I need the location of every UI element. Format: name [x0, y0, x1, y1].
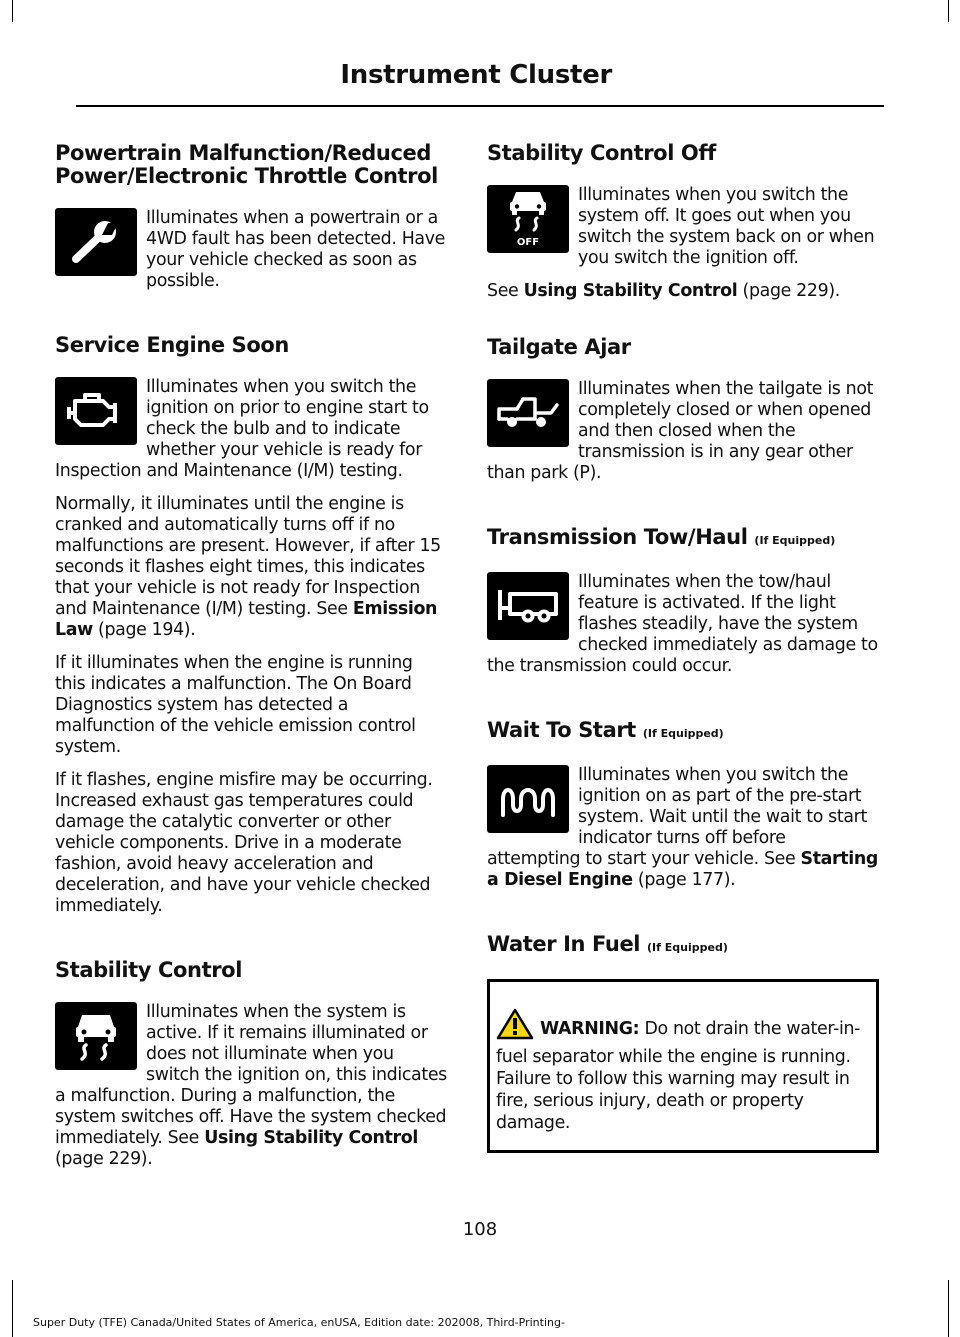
crop-mark: [948, 0, 949, 22]
page-title: Instrument Cluster: [340, 60, 612, 90]
section-wait-to-start: [487, 719, 879, 903]
section-text: [487, 281, 879, 302]
section-heading: Stability Control: [55, 958, 243, 982]
stability-control-off-icon: [487, 185, 569, 253]
heading-text: Water In Fuel: [487, 932, 641, 956]
section-tailgate-ajar: [487, 336, 879, 496]
section-text: [55, 494, 447, 641]
using-stability-control-link[interactable]: Using Stability Control: [204, 1128, 418, 1148]
section-tow-haul: [487, 526, 879, 689]
warning-triangle-icon: [496, 1008, 534, 1046]
text-span: (page 177).: [632, 870, 736, 890]
text-span: Do not drain the water-in-fuel separator while the engine is running. Failure to follow this warning may result in fire, serious injury, death or property damage.: [496, 1019, 861, 1133]
left-column: [55, 142, 447, 1212]
warning-box: [487, 979, 879, 1153]
section-text: Illuminates when the tailgate is not completely closed or when opened and then closed when the transmission is in any gear other than park (P).: [487, 379, 874, 483]
section-heading: [487, 526, 879, 552]
section-heading: Tailgate Ajar: [487, 335, 631, 359]
text-span: Normally, it illuminates until the engine is cranked and automatically turns off if no malfunctions are present. However, if after 15 seconds it flashes eight times, this indicates that your vehicle is not ready for Inspection and Maintenance (I/M) testing. See: [55, 494, 441, 619]
warning-text: [496, 1008, 870, 1134]
section-powertrain: [55, 142, 447, 304]
section-text: If it illuminates when the engine is running this indicates a malfunction. The On Board Diagnostics system has detected a malfunction of the vehicle emission control system.: [55, 653, 416, 757]
if-equipped-label: (If Equipped): [754, 534, 836, 547]
section-text: Illuminates when a powertrain or a 4WD fault has been detected. Have your vehicle checked as soon as possible.: [146, 208, 446, 291]
emission-law-link[interactable]: Emission Law: [55, 599, 438, 640]
section-service-engine: [55, 334, 447, 929]
crop-mark: [12, 1280, 13, 1337]
text-span: Illuminates when the system is active. If it remains illuminated or does not illuminate when you switch the ignition on, this indicates a malfunction. During a malfunction, the system switches off. Have the system checked immediately. See: [55, 1002, 447, 1148]
wrench-icon: [55, 208, 137, 276]
section-text: If it flashes, engine misfire may be occurring. Increased exhaust gas temperatures could damage the catalytic converter or other vehicle components. Drive in a moderate fashion, avoid heavy acceleration and deceleration, and have your vehicle checked immediately.: [55, 770, 433, 916]
section-text: Illuminates when the tow/haul feature is activated. If the light flashes steadily, have the system checked immediately as damage to the transmission could occur.: [487, 572, 878, 676]
starting-diesel-engine-link[interactable]: Starting a Diesel Engine: [487, 849, 878, 890]
stability-control-icon: [55, 1002, 137, 1070]
right-column: [487, 142, 879, 1183]
glow-plug-icon: [487, 765, 569, 833]
if-equipped-label: (If Equipped): [642, 727, 724, 740]
section-stability-control: [55, 959, 447, 1182]
text-span: (page 229).: [55, 1149, 153, 1169]
check-engine-icon: [55, 377, 137, 445]
edition-line: Super Duty (TFE) Canada/United States of America, enUSA, Edition date: 202008, Third-Printing-: [33, 1316, 565, 1329]
section-heading: [487, 933, 879, 959]
off-label: OFF: [516, 237, 540, 248]
text-span: See: [487, 281, 524, 301]
header-divider: [76, 105, 884, 107]
warning-label: WARNING:: [540, 1019, 640, 1039]
crop-mark: [948, 1280, 949, 1337]
section-text: Illuminates when you switch the ignition on prior to engine start to check the bulb and to indicate whether your vehicle is ready for Inspection and Maintenance (I/M) testing.: [55, 377, 429, 481]
section-text: Illuminates when you switch the system off. It goes out when you switch the system back on or when you switch the ignition off.: [578, 185, 875, 268]
section-heading: [487, 719, 879, 745]
tailgate-ajar-icon: [487, 379, 569, 447]
heading-text: Transmission Tow/Haul: [487, 525, 748, 549]
section-heading: Stability Control Off: [487, 141, 716, 165]
using-stability-control-link[interactable]: Using Stability Control: [523, 281, 738, 301]
if-equipped-label: (If Equipped): [647, 941, 728, 954]
crop-mark: [12, 0, 13, 22]
page-number: 108: [462, 1219, 498, 1240]
section-stability-control-off: [487, 142, 879, 314]
text-span: Illuminates when you switch the ignition on as part of the pre-start system. Wait until the wait to start indicator turns off before attempting to start your vehicle. See: [487, 765, 867, 869]
section-heading: Service Engine Soon: [55, 333, 289, 357]
text-span: (page 229).: [737, 281, 840, 301]
section-water-in-fuel: [487, 933, 879, 1153]
section-heading: Powertrain Malfunction/Reduced Power/Electronic Throttle Control: [55, 141, 438, 188]
tow-haul-icon: [487, 572, 569, 640]
heading-text: Wait To Start: [487, 718, 636, 742]
text-span: (page 194).: [92, 620, 196, 640]
